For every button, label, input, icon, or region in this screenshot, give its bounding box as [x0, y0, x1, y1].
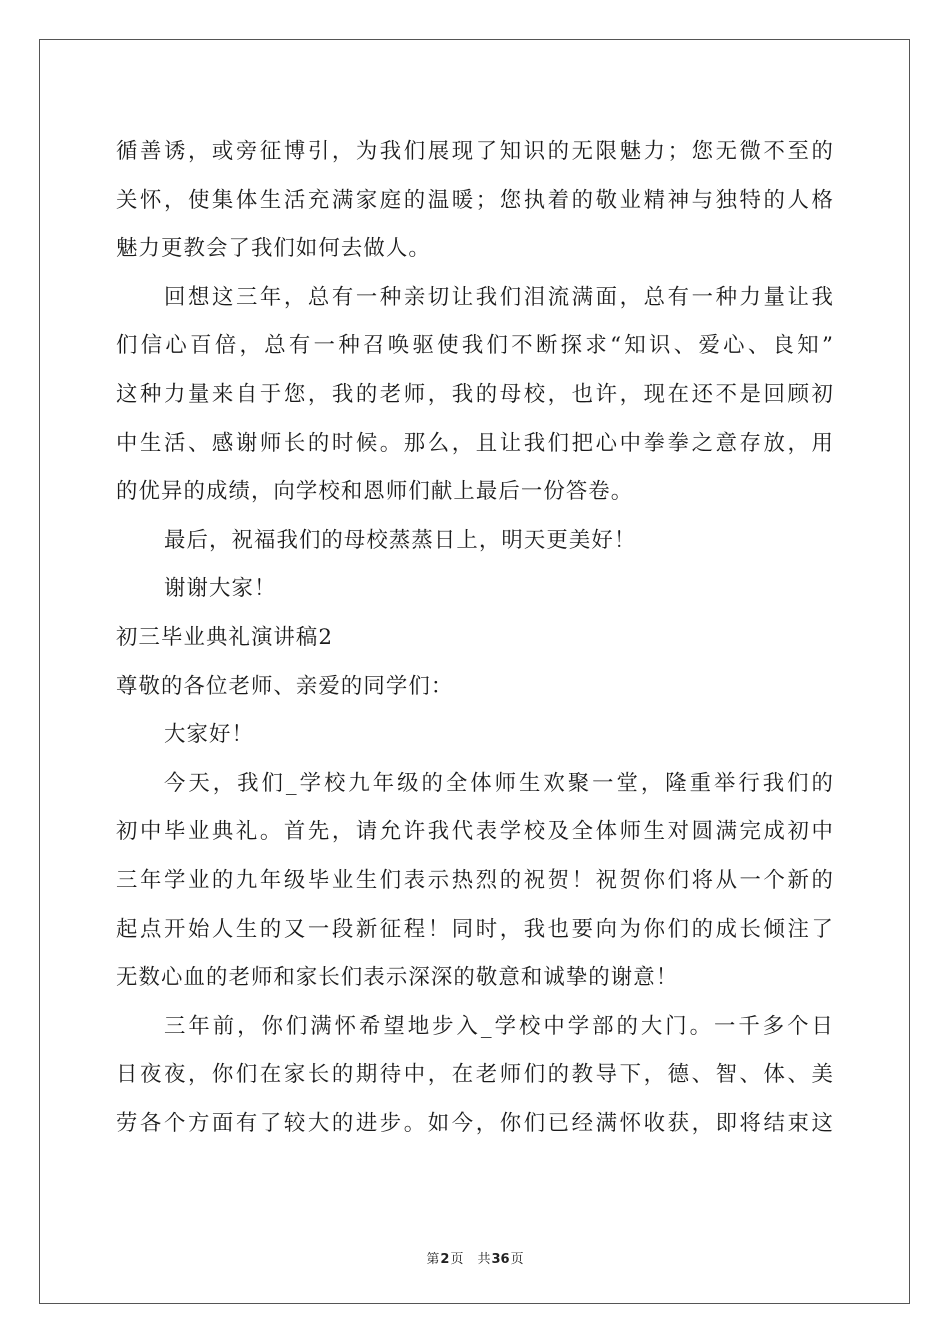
- total-pages: 36: [491, 1252, 510, 1267]
- text-line: 中生活、感谢师长的时候。那么，且让我们把心中拳拳之意存放，用: [116, 430, 834, 456]
- salutation-line: 尊敬的各位老师、亲爱的同学们：: [116, 673, 454, 699]
- greeting-line: 大家好！: [164, 722, 254, 748]
- paragraph-start-line: 三年前，你们满怀希望地步入_学校中学部的大门。一千多个日: [164, 1013, 834, 1039]
- text-line: 关怀，使集体生活充满家庭的温暖；您执着的敬业精神与独特的人格: [116, 187, 834, 213]
- text-line: 这种力量来自于您，我的老师，我的母校，也许，现在还不是回顾初: [116, 381, 834, 407]
- paragraph-start-line: 谢谢大家！: [164, 576, 277, 602]
- text-line: 的优异的成绩，向学校和恩师们献上最后一份答卷。: [116, 479, 634, 505]
- text-line: 三年学业的九年级毕业生们表示热烈的祝贺！祝贺你们将从一个新的: [116, 867, 834, 893]
- paragraph-start-line: 最后，祝福我们的母校蒸蒸日上，明天更美好！: [164, 527, 637, 553]
- text-line: 循善诱，或旁征博引，为我们展现了知识的无限魅力；您无微不至的: [116, 139, 834, 164]
- text-line: 劳各个方面有了较大的进步。如今，你们已经满怀收获，即将结束这: [116, 1110, 834, 1136]
- text-line: 无数心血的老师和家长们表示深深的敬意和诚挚的谢意！: [116, 965, 679, 991]
- page-label-prefix: 第: [426, 1252, 440, 1267]
- page-footer: [0, 1248, 950, 1267]
- text-line: 日夜夜，你们在家长的期待中，在老师们的教导下，德、智、体、美: [116, 1062, 834, 1088]
- page-number: 2: [440, 1252, 450, 1267]
- paragraph-start-line: 今天，我们_学校九年级的全体师生欢聚一堂，隆重举行我们的: [164, 770, 834, 796]
- paragraph-start-line: 回想这三年，总有一种亲切让我们泪流满面，总有一种力量让我: [164, 284, 834, 310]
- total-label-suffix: 页: [510, 1252, 524, 1267]
- text-line: 们信心百倍，总有一种召唤驱使我们不断探求“知识、爱心、良知”: [116, 333, 834, 359]
- section-heading: 初三毕业典礼演讲稿2: [116, 624, 334, 650]
- text-line: 起点开始人生的又一段新征程！同时，我也要向为你们的成长倾注了: [116, 916, 834, 942]
- text-line: 初中毕业典礼。首先，请允许我代表学校及全体师生对圆满完成初中: [116, 819, 834, 845]
- document-body: [116, 128, 834, 1148]
- text-line: 魅力更教会了我们如何去做人。: [116, 236, 431, 262]
- page-label-suffix: 页: [450, 1252, 464, 1267]
- total-label-prefix: 共: [477, 1252, 491, 1267]
